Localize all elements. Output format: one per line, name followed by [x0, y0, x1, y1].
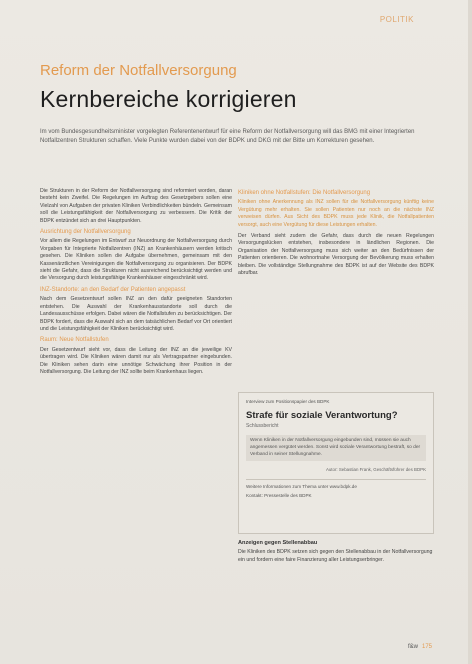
box-footer-line: Weitere Informationen zum Thema unter www.bdpk.de: [246, 484, 357, 490]
box-footer: [246, 479, 426, 499]
paragraph: Vor allem die Regelungen im Entwurf zur Neuordnung der Notfallversorgung durch Vorgaben für Integrierte Notfallzentren (INZ) an Krankenhäusern werden kritisch gesehen. Die Kliniken sollen die Aufgabe übernehmen, gemeinsam mit den Kassenärztlichen Vereinigungen die Notfallversorgung zu organisieren. Der BDPK sieht die Gefahr, dass die Strukturen nicht ausreichend berücksichtigt werden und die Versorgung durch leistungsfähige Krankenhäuser eingeschränkt wird.: [40, 238, 232, 282]
subheading: Kliniken ohne Notfallstufen: Die Notfallversorgung: [238, 190, 371, 196]
info-box: [238, 392, 434, 534]
subheading: INZ-Standorte: an den Bedarf der Patienten angepasst: [40, 286, 186, 293]
page-number: 175: [421, 644, 432, 650]
box-title: Strafe für soziale Verantwortung?: [246, 410, 398, 421]
article-kicker: Reform der Notfallversorgung: [40, 62, 237, 79]
paragraph: Nach dem Gesetzentwurf sollen INZ an den dafür geeigneten Standorten entstehen. Die Auswahl der Krankenhausstandorte soll durch die Landesausschüsse erfolgen. Dabei wären die Notfallstufen zu berücksichtigen. Der BDPK fordert, dass die Auswahl sich an dem tatsächlichen Bedarf vor Ort orientiert und die Leistungsfähigkeit der Kliniken berücksichtigt wird.: [40, 296, 232, 332]
article-lead: [40, 128, 435, 145]
box-meta: Autor: Sebastian Frank, Geschäftsführer des BDPK: [325, 467, 426, 473]
right-column: [238, 188, 434, 281]
ad-text: Die Kliniken des BDPK setzen sich gegen den Stellenabbau in der Notfallversorgung ein und fordern eine faire Finanzierung aller Leistungserbringer.: [238, 549, 433, 563]
box-footer-line: Kontakt: Pressestelle des BDPK: [246, 492, 312, 498]
article-headline: Kernbereiche korrigieren: [40, 86, 297, 112]
box-kicker: Interview zum Positionspapier des BDPK: [246, 399, 330, 404]
folio: [408, 644, 432, 650]
ad-heading: Anzeigen gegen Stellenabbau: [238, 540, 318, 546]
left-column: [40, 188, 232, 380]
subheading: Raum: Neue Notfallstufen: [40, 337, 109, 344]
page-edge: [468, 0, 472, 664]
box-byline: Schlussbericht: [246, 423, 279, 429]
highlighted-paragraph: Kliniken ohne Anerkennung als INZ sollen für die Notfallversorgung künftig keine Vergütung mehr erhalten. Sie sollen Patienten nur noch an die nächste INZ verweisen dürfen. Aus Sicht des BDPK muss jede Klinik, die Notfallpatienten versorgt, auch eine Vergütung für diese Leistungen erhalten.: [238, 199, 434, 228]
ad-section: [238, 540, 434, 564]
subheading: Ausrichtung der Notfallversorgung: [40, 229, 131, 236]
box-text: Wenn Kliniken in der Notfallversorgung eingebunden sind, müssen sie auch angemessen vergütet werden. Sonst wird soziale Verantwortung bestraft, so der Verband in seiner Stellungnahme.: [246, 435, 426, 461]
folio-label: f&w: [407, 644, 418, 650]
paragraph: Der Gesetzentwurf sieht vor, dass die Leitung der INZ an die jeweilige KV übertragen wird. Die Kliniken wären damit nur als Vertragspartner eingebunden. Die Kliniken sehen darin eine unnötige Schwächung ihrer Position in der Notfallversorgung. Die Leitung der INZ sollte beim Krankenhaus liegen.: [40, 346, 232, 375]
lead-text: Im vom Bundesgesundheitsminister vorgelegten Referentenentwurf für eine Reform der Notfallversorgung will das BMG mit einer Integrierten Notfallzentren Strukturen schaffen. Viele Punkte wurden dabei von der BDPK und DKG mit der Bitte um Korrekturen gesehen.: [40, 129, 415, 144]
paragraph: Der Verband sieht zudem die Gefahr, dass durch die neuen Regelungen Versorgungslücken entstehen, insbesondere in ländlichen Regionen. Die Organisation der Notfallversorgung muss sich weiter an den Bedürfnissen der Patienten orientieren. Die wohnortnahe Versorgung der Bevölkerung muss erhalten bleiben. Die vollständige Stellungnahme des BDPK ist auf der Website des BDPK abrufbar.: [238, 233, 434, 277]
paragraph: Die Strukturen in der Reform der Notfallversorgung sind reformiert worden, daran besteht kein Zweifel. Die Regelungen im Auftrag des Gesetzgebers sollen eine Vielzahl von Aufgaben der privaten Kliniken Verbindlichkeiten bündeln. Gemeinsam soll die Leistungsfähigkeit der Notfallversorgung zu verbessern. Die Kritik der BDPK entzündet sich an drei Hauptpunkten.: [40, 188, 232, 224]
section-tag: POLITIK: [379, 15, 414, 24]
